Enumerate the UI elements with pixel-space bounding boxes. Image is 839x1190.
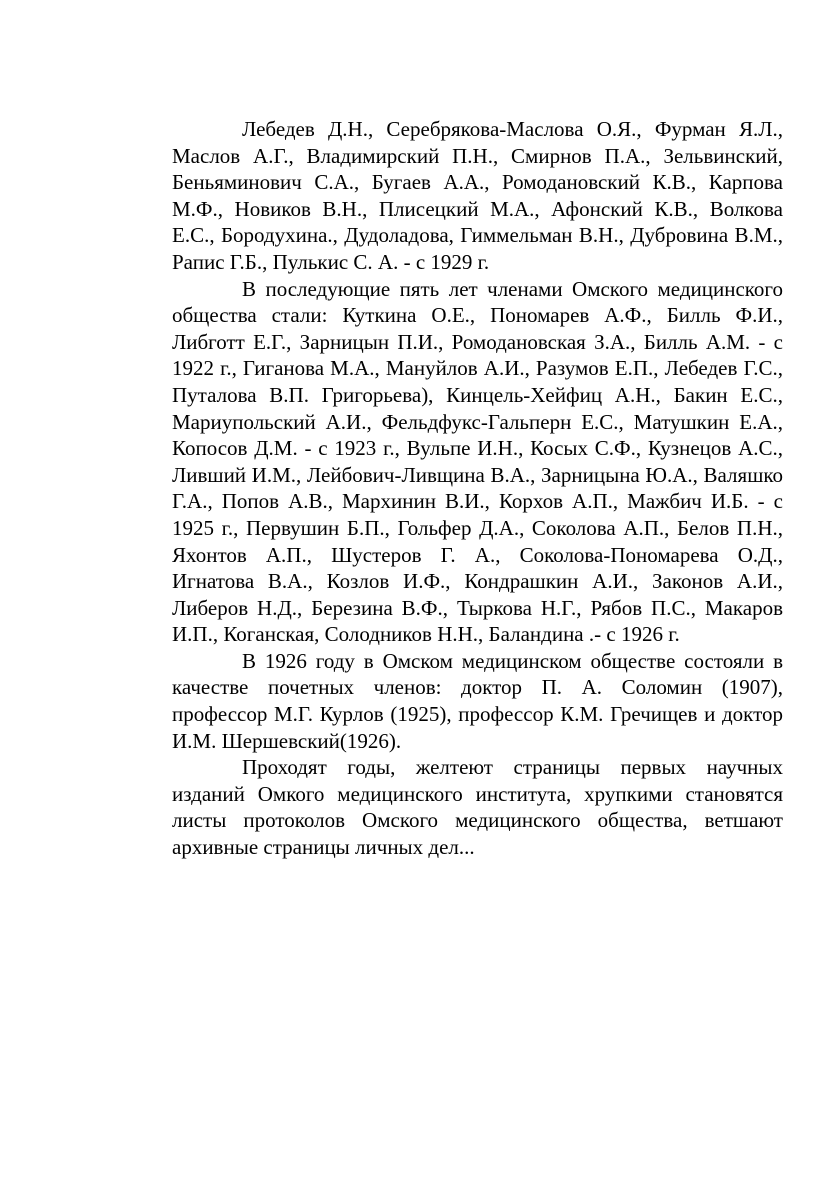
- paragraph-honorary-members: В 1926 году в Омском медицинском обществе состояли в качестве почетных членов: доктор П. А. Соломин (1907), профессор М.Г. Курлов (1925), профессор К.М. Гречищев и доктор И.М. Шершевский(1926).: [172, 648, 783, 753]
- paragraph-members-1929: Лебедев Д.Н., Серебрякова-Маслова О.Я., Фурман Я.Л., Маслов А.Г., Владимирский П.Н., Смирнов П.А., Зельвинский, Беньяминович С.А., Бугаев А.А., Ромодановский К.В., Карпова М.Ф., Новиков В.Н., Плисецкий М.А., Афонский К.В., Волкова Е.С., Бородухина., Дудоладова, Гиммельман В.Н., Дубровина В.М., Рапис Г.Б., Пулькис С. А. - с 1929 г.: [172, 117, 783, 274]
- body-text: [172, 116, 783, 861]
- paragraph-closing: Проходят годы, желтеют страницы первых научных изданий Омкого медицинского института, хрупкими становятся листы протоколов Омского медицинского общества, ветшают архивные страницы личных дел...: [172, 755, 783, 860]
- paragraph-members-1922-1926: В последующие пять лет членами Омского медицинского общества стали: Куткина О.Е., Пономарев А.Ф., Билль Ф.И., Либготт Е.Г., Зарницын П.И., Ромодановская З.А., Билль А.М. - с 1922 г., Гиганова М.А., Мануйлов А.И., Разумов Е.П., Лебедев Г.С., Путалова В.П. Григорьева), Кинцель-Хейфиц А.Н., Бакин Е.С., Мариупольский А.И., Фельдфукс-Гальперн Е.С., Матушкин Е.А., Копосов Д.М. - с 1923 г., Вульпе И.Н., Косых С.Ф., Кузнецов А.С., Ливший И.М., Лейбович-Ливщина В.А., Зарницына Ю.А., Валяшко Г.А., Попов А.В., Мархинин В.И., Корхов А.П., Мажбич И.Б. - с 1925 г., Первушин Б.П., Гольфер Д.А., Соколова А.П., Белов П.Н., Яхонтов А.П., Шустеров Г. А., Соколова-Пономарева О.Д., Игнатова В.А., Козлов И.Ф., Кондрашкин А.И., Законов А.И., Либеров Н.Д., Березина В.Ф., Тыркова Н.Г., Рябов П.С., Макаров И.П., Коганская, Солодников Н.Н., Баландина .- с 1926 г.: [172, 276, 783, 647]
